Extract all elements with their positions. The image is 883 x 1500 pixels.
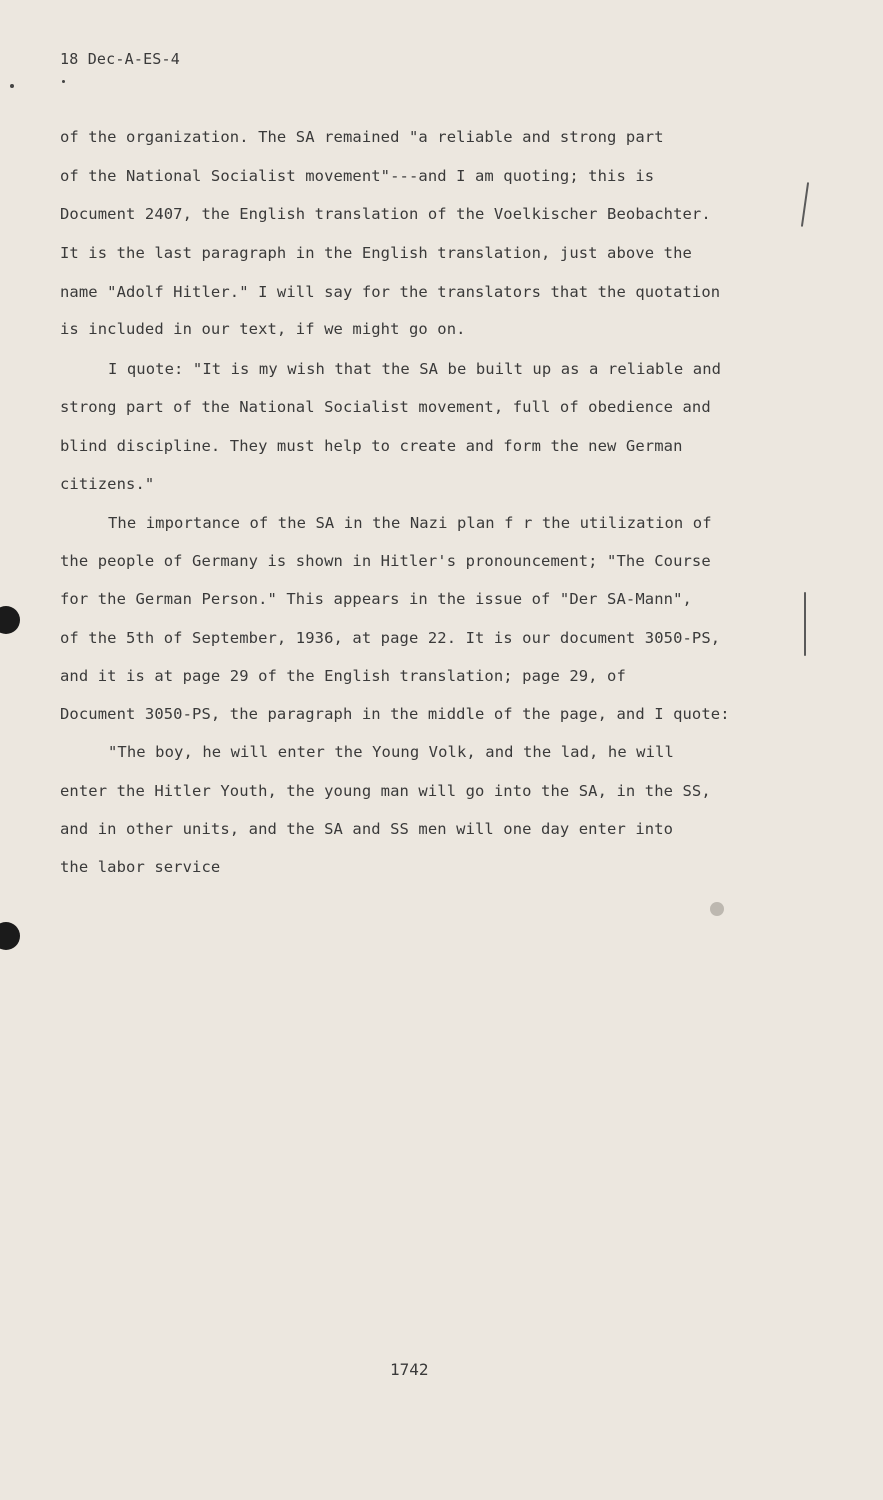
- paper-speck: [710, 902, 724, 916]
- text-line: citizens.": [60, 475, 155, 493]
- text-line: blind discipline. They must help to create and form the new German: [60, 437, 683, 455]
- text-line: and it is at page 29 of the English translation; page 29, of: [60, 667, 626, 685]
- text-line: strong part of the National Socialist movement, full of obedience and: [60, 398, 711, 416]
- text-line: of the National Socialist movement"---and I am quoting; this is: [60, 167, 655, 185]
- text-line: Document 2407, the English translation of the Voelkischer Beobachter.: [60, 205, 711, 223]
- text-line: The importance of the SA in the Nazi plan f r the utilization of: [108, 514, 712, 532]
- text-line: enter the Hitler Youth, the young man will go into the SA, in the SS,: [60, 782, 711, 800]
- margin-pencil-mark: [801, 182, 809, 227]
- margin-dot: [10, 84, 14, 88]
- margin-dot: [62, 80, 65, 83]
- text-line: of the organization. The SA remained "a reliable and strong part: [60, 128, 664, 146]
- text-line: is included in our text, if we might go on.: [60, 320, 466, 338]
- text-line: name "Adolf Hitler." I will say for the translators that the quotation: [60, 283, 721, 301]
- text-line: Document 3050-PS, the paragraph in the middle of the page, and I quote:: [60, 705, 730, 723]
- margin-pencil-mark: [804, 592, 806, 656]
- page-number: 1742: [390, 1360, 429, 1379]
- punch-hole-top: [0, 606, 20, 634]
- text-line: the people of Germany is shown in Hitler's pronouncement; "The Course: [60, 552, 711, 570]
- text-line: "The boy, he will enter the Young Volk, and the lad, he will: [108, 743, 674, 761]
- text-line: for the German Person." This appears in the issue of "Der SA-Mann",: [60, 590, 692, 608]
- text-line: I quote: "It is my wish that the SA be built up as a reliable and: [108, 360, 722, 378]
- text-line: It is the last paragraph in the English translation, just above the: [60, 244, 692, 262]
- document-reference: 18 Dec-A-ES-4: [60, 50, 180, 68]
- punch-hole-bottom: [0, 922, 20, 950]
- text-line: and in other units, and the SA and SS men will one day enter into: [60, 820, 674, 838]
- text-line: the labor service: [60, 858, 221, 876]
- text-line: of the 5th of September, 1936, at page 22. It is our document 3050-PS,: [60, 629, 721, 647]
